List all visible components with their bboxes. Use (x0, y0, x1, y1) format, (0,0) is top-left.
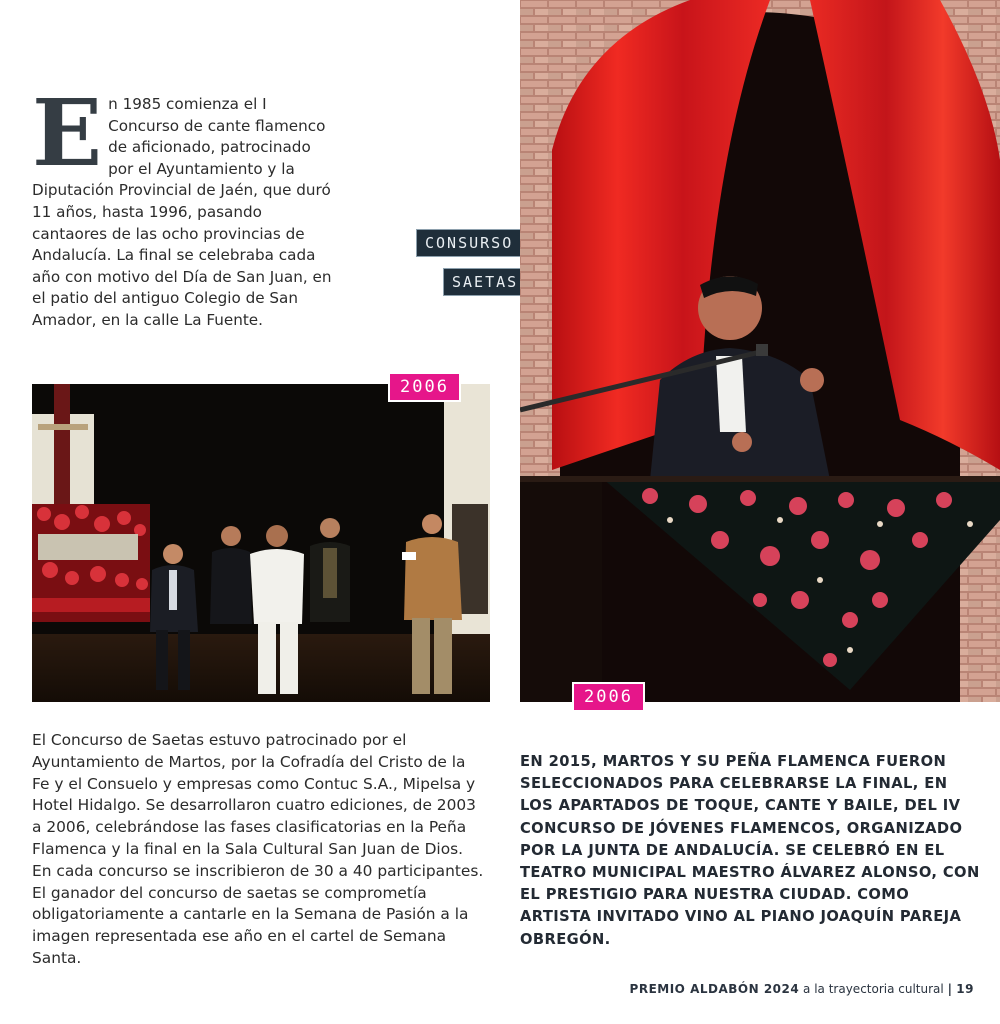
page-footer (630, 982, 974, 996)
section-label-saetas: SAETAS (443, 268, 527, 296)
photo-singer-balcony (520, 0, 1000, 702)
footer-tagline: a la trayectoria cultural (803, 982, 944, 996)
intro-text: n 1985 comienza el I Concurso de cante flamenco de aficionado, patrocinado por el Ayuntamiento y la Diputación Provincial de Jaén, que duró 11 años, hasta 1996, pasando cantaores de las ocho provincias de Andalucía. La final se celebraba cada año con motivo del Día de San Juan, en el patio del antiguo Colegio de San Amador, en la calle La Fuente. (32, 95, 332, 329)
intro-paragraph (32, 79, 332, 332)
drop-cap: E (32, 79, 103, 187)
body-text-saetas: El Concurso de Saetas estuvo patrocinado por el Ayuntamiento de Martos, por la Cofradía del Cristo de la Fe y el Consuelo y empresas como Contuc S.A., Mipelsa y Hotel Hidalgo. Se desarrollaron cuatro ediciones, de 2003 a 2006, celebrándose las fases clasificatorias en la Peña Flamenca y la final en la Sala Cultural San Juan de Dios. En cada concurso se inscribieron de 30 a 40 participantes. El ganador del concurso de saetas se comprometía obligatoriamente a cantarle en la Semana de Pasión a la imagen representada ese año en el cartel de Semana Santa. (32, 731, 484, 967)
photo-singer-balcony-illustration (520, 0, 1000, 702)
photo-stage-group (32, 384, 490, 702)
photo-stage-group-illustration (32, 384, 490, 702)
photo-year-badge-left: 2006 (388, 372, 461, 402)
page-number: 19 (956, 982, 974, 996)
body-text-highlight: EN 2015, MARTOS Y SU PEÑA FLAMENCA FUERON SELECCIONADOS PARA CELEBRARSE LA FINAL, EN LOS APARTADOS DE TOQUE, CANTE Y BAILE, DEL IV CONCURSO DE JÓVENES FLAMENCOS, ORGANIZADO POR LA JUNTA DE ANDALUCÍA. SE CELEBRÓ EN EL TEATRO MUNICIPAL MAESTRO ÁLVAREZ ALONSO, CON EL PRESTIGIO PARA NUESTRA CIUDAD. COMO ARTISTA INVITADO VINO AL PIANO JOAQUÍN PAREJA OBREGÓN. (520, 753, 980, 948)
footer-award: PREMIO ALDABÓN 2024 (629, 982, 800, 996)
photo-year-badge-right: 2006 (572, 682, 645, 712)
footer-separator: | (947, 982, 953, 996)
section-label-concurso: CONSURSO (416, 229, 522, 257)
